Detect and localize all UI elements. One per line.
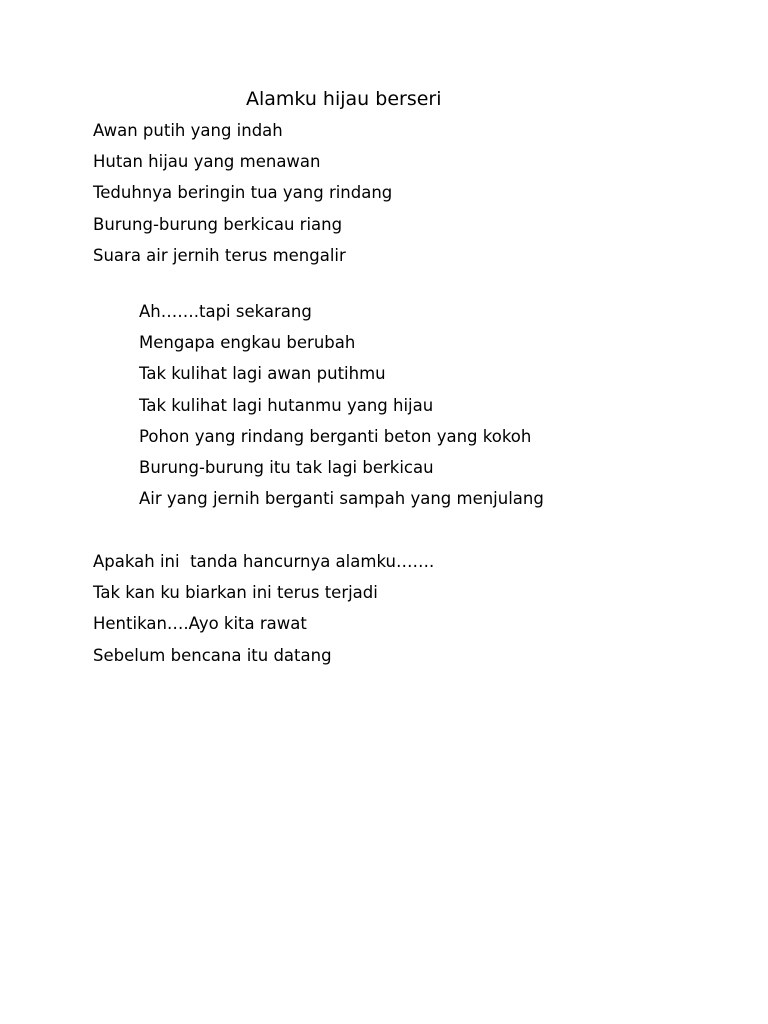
poem-line: Sebelum bencana itu datang bbox=[93, 645, 332, 665]
poem-line: Tak kulihat lagi hutanmu yang hijau bbox=[139, 395, 434, 415]
poem-line: Suara air jernih terus mengalir bbox=[93, 245, 346, 265]
poem-line: Tak kan ku biarkan ini terus terjadi bbox=[93, 583, 378, 603]
poem-line: Hutan hijau yang menawan bbox=[93, 152, 321, 172]
poem-line: Tak kulihat lagi awan putihmu bbox=[139, 364, 386, 384]
poem-line: Hentikan….Ayo kita rawat bbox=[93, 614, 307, 634]
poem-title: Alamku hijau berseri bbox=[246, 88, 442, 110]
poem-line: Burung-burung itu tak lagi berkicau bbox=[139, 457, 434, 477]
poem-line: Air yang jernih berganti sampah yang menjulang bbox=[139, 489, 544, 509]
poem-line: Awan putih yang indah bbox=[93, 121, 283, 140]
poem-line: Apakah ini tanda hancurnya alamku……. bbox=[93, 552, 435, 571]
poem-line: Burung-burung berkicau riang bbox=[93, 214, 343, 234]
stanza-3 bbox=[93, 550, 434, 675]
stanza-1 bbox=[93, 119, 392, 275]
poem-line: Ah…….tapi sekarang bbox=[139, 302, 312, 321]
poem-line: Mengapa engkau berubah bbox=[139, 333, 356, 353]
stanza-2 bbox=[139, 300, 544, 518]
poem-line: Pohon yang rindang berganti beton yang kokoh bbox=[139, 426, 532, 446]
poem-line: Teduhnya beringin tua yang rindang bbox=[93, 183, 393, 203]
